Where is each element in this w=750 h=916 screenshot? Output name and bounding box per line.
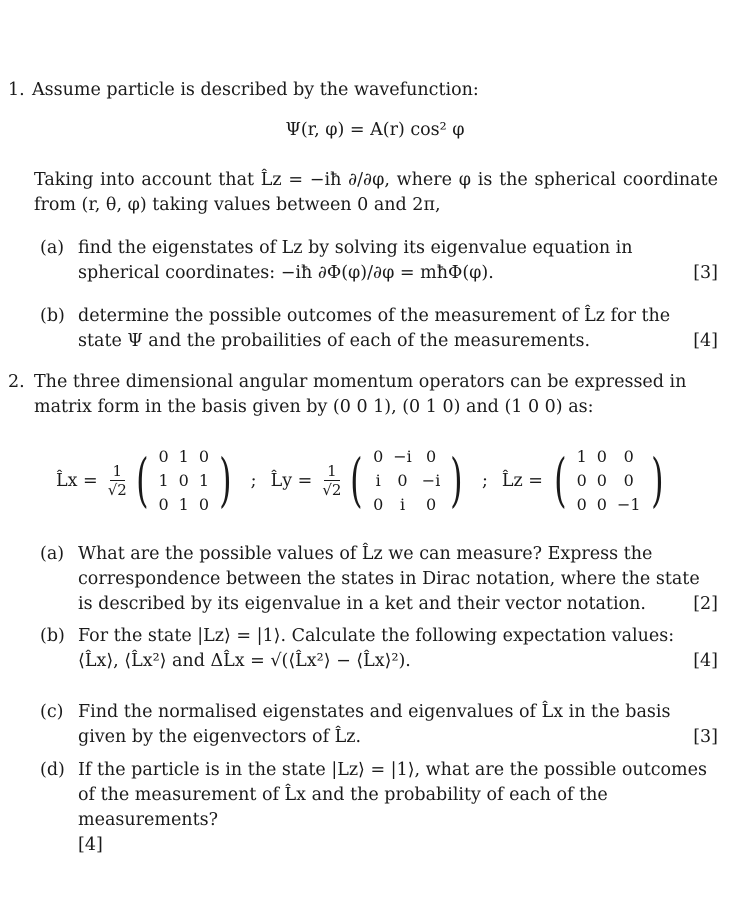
question-2-intro-text: The three dimensional angular momentum operators can be expressed in matrix form in the basis given by (0 0 1), (0 1 0) and (1 0 0) as:: [34, 372, 687, 417]
matrix-ly: L̂y = $\frac{1}{√2}$ ( 0 −i 0 i 0 −i 0 i 0 ): [271, 445, 468, 517]
part-label: (c): [40, 702, 64, 722]
matrix-grid: 0 −i 0 i 0 −i 0 i 0: [373, 447, 441, 514]
part-label: (b): [40, 626, 65, 646]
part-text: find the eigenstates of Lz by solving its eigenvalue equation in spherical coordinates: −iħ ∂Φ(φ)/∂φ = mħΦ(φ).: [78, 238, 633, 283]
question-2-intro: [8, 370, 720, 420]
marks-badge: [4]: [693, 650, 718, 671]
question-number: 1.: [8, 80, 25, 100]
question-1-intro-text: Assume particle is described by the wavefunction:: [32, 80, 479, 100]
part-label: (b): [40, 306, 65, 326]
prefactor-numerator: 1: [324, 463, 340, 481]
part-text: For the state |Lz⟩ = |1⟩. Calculate the following expectation values: ⟨L̂x⟩, ⟨L̂x²⟩ and ΔL̂x = √(⟨L̂x²⟩ − ⟨L̂x⟩²).: [78, 626, 675, 671]
part-label: (d): [40, 760, 65, 780]
matrix-grid: 1 0 0 0 0 0 0 0 −1: [576, 447, 641, 514]
operator-name: L̂y =: [270, 470, 313, 491]
question-2c: [40, 700, 718, 750]
question-1-context: Taking into account that L̂z = −iħ ∂/∂φ, where φ is the spherical coordinate from (r, θ, φ) taking values between 0 and 2π,: [34, 170, 718, 215]
prefactor-denominator: √2: [107, 480, 127, 499]
question-1-intro: [8, 78, 720, 103]
separator: ;: [481, 470, 488, 491]
marks-badge: [3]: [693, 262, 718, 283]
operator-name: L̂x =: [56, 470, 98, 491]
matrix-grid: 0 1 0 1 0 1 0 1 0: [158, 447, 210, 514]
marks-badge: [3]: [693, 726, 718, 747]
prefactor-denominator: √2: [322, 480, 342, 499]
part-label: (a): [40, 238, 65, 258]
marks-badge: [4]: [693, 330, 718, 351]
matrix-lx: L̂x = $\frac{1}{√2}$ ( 0 1 0 1 0 1 0 1 0 ): [56, 445, 237, 517]
part-text: determine the possible outcomes of the measurement of L̂z for the state Ψ and the probailities of each of the measurements.: [78, 306, 671, 351]
prefactor: [108, 463, 127, 499]
prefactor: [322, 463, 341, 499]
matrix-lz: L̂z = ( 1 0 0 0 0 0 0 0 −1 ): [502, 445, 668, 517]
part-text: If the particle is in the state |Lz⟩ = |1⟩, what are the possible outcomes of the measurement of L̂x and the probability of each of the measurements?: [78, 760, 707, 830]
prefactor-numerator: 1: [110, 463, 126, 481]
operator-matrices: [56, 438, 696, 524]
operator-name: L̂z =: [501, 470, 543, 491]
marks-badge: [2]: [693, 593, 718, 614]
question-2a: [40, 542, 718, 617]
part-label: (a): [40, 544, 65, 564]
part-text: Find the normalised eigenstates and eigenvalues of L̂x in the basis given by the eigenvectors of L̂z.: [78, 702, 671, 747]
marks-badge: [4]: [78, 834, 103, 855]
separator: ;: [250, 470, 257, 491]
question-1b: [40, 304, 718, 354]
part-text: What are the possible values of L̂z we can measure? Express the correspondence between the states in Dirac notation, where the state is described by its eigenvalue in a ket and their vector notation.: [78, 544, 700, 614]
question-1a: [40, 236, 718, 286]
question-number: 2.: [8, 372, 25, 392]
question-2d: [40, 758, 718, 857]
wavefunction-equation: Ψ(r, φ) = A(r) cos² φ: [285, 120, 465, 140]
question-2b: [40, 624, 718, 674]
